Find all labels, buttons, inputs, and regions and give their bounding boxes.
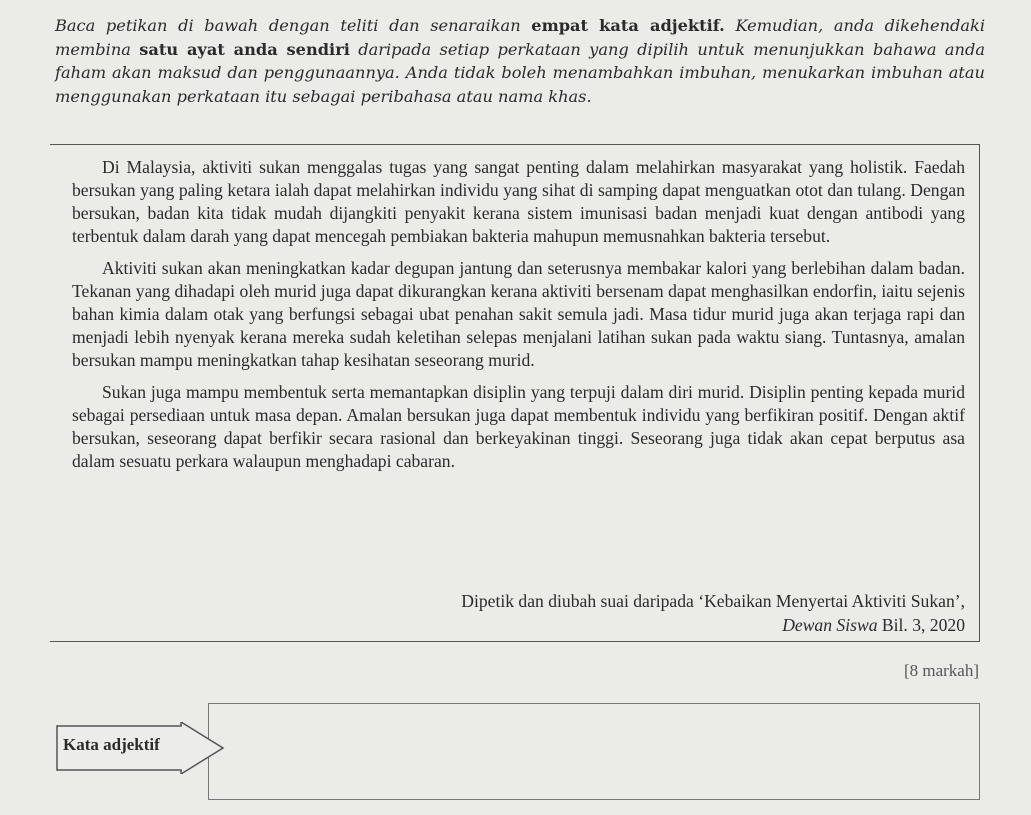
instruction-emphasis-adjectives: empat kata adjektif.: [531, 16, 725, 35]
question-instructions: [55, 14, 985, 108]
source-issue: Bil. 3, 2020: [877, 615, 965, 635]
passage-source: [461, 589, 965, 637]
passage: [72, 156, 965, 482]
passage-paragraph: Di Malaysia, aktiviti sukan menggalas tugas yang sangat penting dalam melahirkan masyarakat yang holistik. Faedah bersukan yang paling ketara ialah dapat melahirkan individu yang sihat di samping dapat menguatkan otot dan tulang. Dengan bersukan, badan kita tidak mudah dijangkiti penyakit kerana sistem imunisasi badan menjadi kuat dengan antibodi yang terbentuk dalam darah yang dapat mencegah pembiakan bakteria mahupun memusnahkan bakteria tersebut.: [72, 157, 965, 246]
passage-paragraph: Aktiviti sukan akan meningkatkan kadar degupan jantung dan seterusnya membakar kalori yang berlebihan dalam badan. Tekanan yang dihadapi oleh murid juga dapat dikurangkan kerana aktiviti bersenam dapat menghasilkan endorfin, iaitu sejenis bahan kimia dalam otak yang berfungsi sebagai ubat penahan sakit semula jadi. Masa tidur murid juga akan terjaga rapi dan menjadi lebih nyenyak kerana mereka sudah keletihan selepas menjalani latihan sukan pada waktu siang. Tuntasnya, amalan bersukan mampu meningkatkan tahap kesihatan seseorang murid.: [72, 258, 965, 370]
source-line: [461, 613, 965, 637]
passage-paragraph: Sukan juga mampu membentuk serta memantapkan disiplin yang terpuji dalam diri murid. Disiplin penting kepada murid sebagai persediaan untuk masa depan. Amalan bersukan juga dapat membentuk individu yang berfikiran positif. Dengan aktif bersukan, seseorang dapat berfikir secara rasional dan berkeyakinan tinggi. Seseorang juga tidak akan cepat berputus asa dalam sesuatu perkara walaupun menghadapi cabaran.: [72, 382, 965, 471]
instruction-text: Baca petikan di bawah dengan teliti dan senaraikan: [55, 16, 532, 35]
instruction-emphasis-sentence: satu ayat anda sendiri: [139, 39, 350, 59]
answer-label: Kata adjektif: [63, 735, 160, 754]
marks-label: [8 markah]: [903, 661, 979, 680]
source-line: Dipetik dan diubah suai daripada ‘Kebaikan Menyertai Aktiviti Sukan’,: [461, 591, 965, 611]
instruction-text: Kemudian, anda dikehendaki membina: [55, 16, 986, 59]
answer-box[interactable]: [208, 703, 980, 800]
instruction-text: daripada setiap perkataan yang dipilih untuk menunjukkan bahawa anda faham akan maksud dan penggunaannya. Anda tidak boleh menambahkan imbuhan, menukarkan imbuhan atau menggunakan perkataan itu sebagai peribahasa atau nama khas.: [55, 39, 985, 106]
source-magazine: Dewan Siswa: [782, 615, 878, 635]
